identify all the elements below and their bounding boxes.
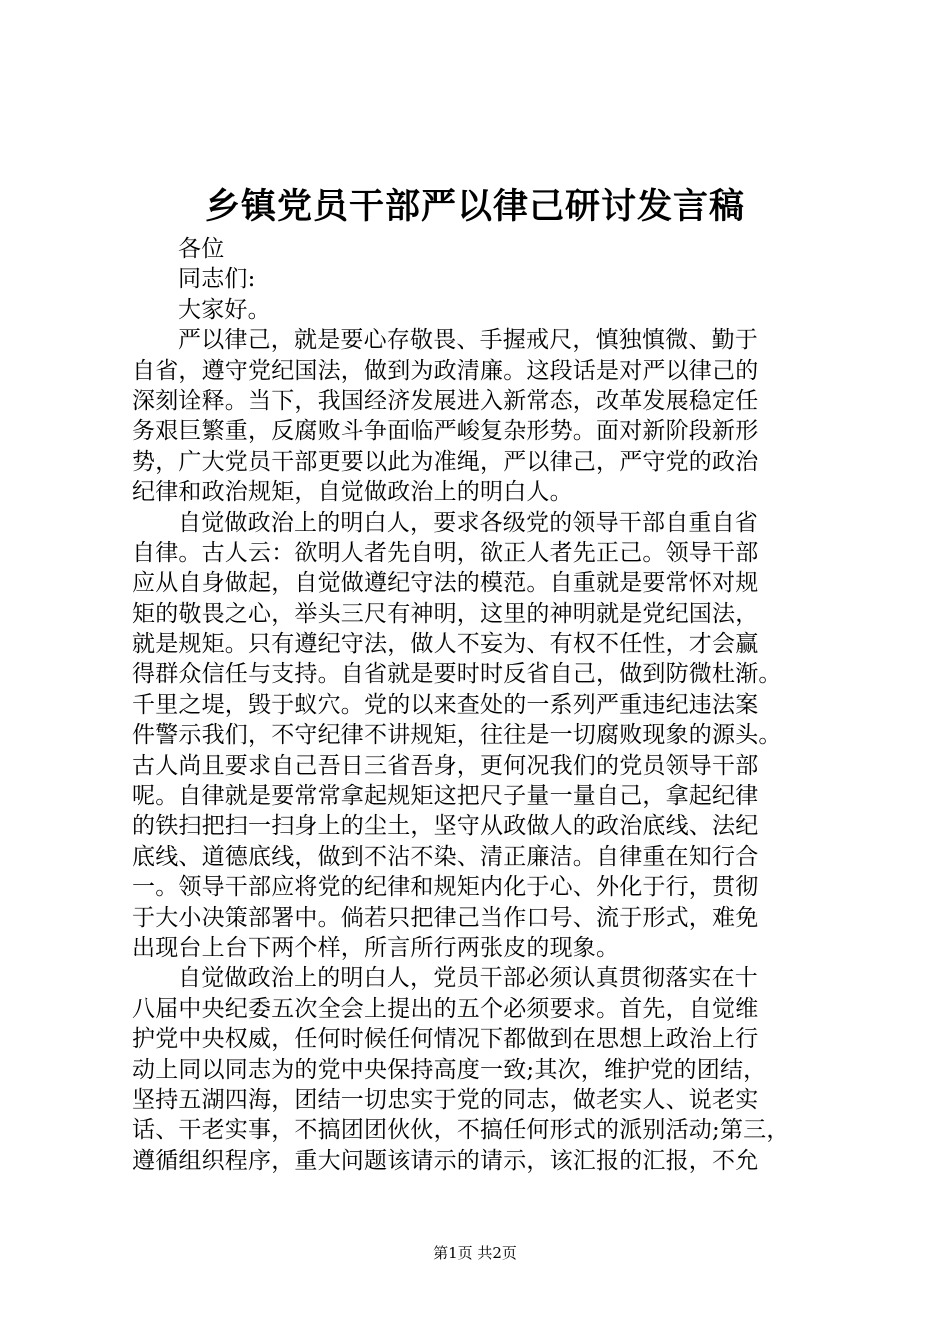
- paragraph-line: 自觉做政治上的明白人，党员干部必须认真贯彻落实在十: [178, 965, 758, 992]
- document-body: [132, 234, 842, 1176]
- paragraph-line: 的铁扫把扫一扫身上的尘土，坚守从政做人的政治底线、法纪: [132, 813, 759, 840]
- paragraph-1: [132, 325, 842, 507]
- paragraph-line: 话、干老实事，不搞团团伙伙，不搞任何形式的派别活动;第三，: [132, 1117, 790, 1144]
- paragraph-line: 一。领导干部应将党的纪律和规矩内化于心、外化于行，贯彻: [132, 874, 759, 901]
- paragraph-line: 底线、道德底线，做到不沾不染、清正廉洁。自律重在知行合: [132, 843, 759, 870]
- paragraph-line: 件警示我们，不守纪律不讲规矩，往往是一切腐败现象的源头。: [132, 722, 782, 749]
- paragraph-line: 纪律和政治规矩，自觉做政治上的明白人。: [132, 479, 573, 506]
- paragraph-2: [132, 508, 842, 964]
- paragraph-line: 得群众信任与支持。自省就是要时时反省自己，做到防微杜渐。: [132, 661, 782, 688]
- paragraph-line: 出现台上台下两个样，所言所行两张皮的现象。: [132, 934, 620, 961]
- paragraph-line: 护党中央权威，任何时候任何情况下都做到在思想上政治上行: [132, 1026, 759, 1053]
- paragraph-line: 呢。自律就是要常常拿起规矩这把尺子量一量自己，拿起纪律: [132, 783, 759, 810]
- salutation-line: 各位: [178, 236, 225, 262]
- paragraph-line: 严以律己，就是要心存敬畏、手握戒尺，慎独慎微、勤于: [178, 327, 758, 354]
- paragraph-line: 势，广大党员干部更要以此为准绳，严以律己，严守党的政治: [132, 448, 759, 475]
- paragraph-line: 古人尚且要求自己吾日三省吾身，更何况我们的党员领导干部: [132, 752, 759, 779]
- paragraph-line: 千里之堤，毁于蚁穴。党的以来查处的一系列严重违纪违法案: [132, 691, 759, 718]
- paragraph-line: 八届中央纪委五次全会上提出的五个必须要求。首先，自觉维: [132, 995, 759, 1022]
- salutation-line: 大家好。: [178, 296, 271, 323]
- paragraph-line: 就是规矩。只有遵纪守法，做人不妄为、有权不任性，才会赢: [132, 631, 759, 658]
- paragraph-3: [132, 963, 842, 1176]
- paragraph-line: 坚持五湖四海，团结一切忠实于党的同志，做老实人、说老实: [132, 1086, 759, 1113]
- paragraph-line: 遵循组织程序，重大问题该请示的请示，该汇报的汇报，不允: [132, 1147, 759, 1174]
- paragraph-line: 自觉做政治上的明白人，要求各级党的领导干部自重自省: [178, 509, 758, 536]
- document-title: 乡镇党员干部严以律己研讨发言稿: [204, 186, 745, 227]
- paragraph-line: 于大小决策部署中。倘若只把律己当作口号、流于形式，难免: [132, 904, 759, 931]
- paragraph-line: 动上同以同志为的党中央保持高度一致;其次，维护党的团结，: [132, 1056, 767, 1083]
- paragraph-line: 矩的敬畏之心，举头三尺有神明，这里的神明就是党纪国法，: [132, 600, 759, 627]
- page-number-footer: 第1页 共2页: [433, 1244, 517, 1262]
- salutation-line: 同志们:: [178, 266, 256, 293]
- paragraph-line: 应从自身做起，自觉做遵纪守法的模范。自重就是要常怀对规: [132, 570, 759, 597]
- paragraph-line: 深刻诠释。当下，我国经济发展进入新常态，改革发展稳定任: [132, 387, 759, 414]
- paragraph-line: 自律。古人云：欲明人者先自明，欲正人者先正己。领导干部: [132, 539, 759, 566]
- paragraph-line: 自省，遵守党纪国法，做到为政清廉。这段话是对严以律己的: [132, 357, 759, 384]
- paragraph-line: 务艰巨繁重，反腐败斗争面临严峻复杂形势。面对新阶段新形: [132, 418, 759, 445]
